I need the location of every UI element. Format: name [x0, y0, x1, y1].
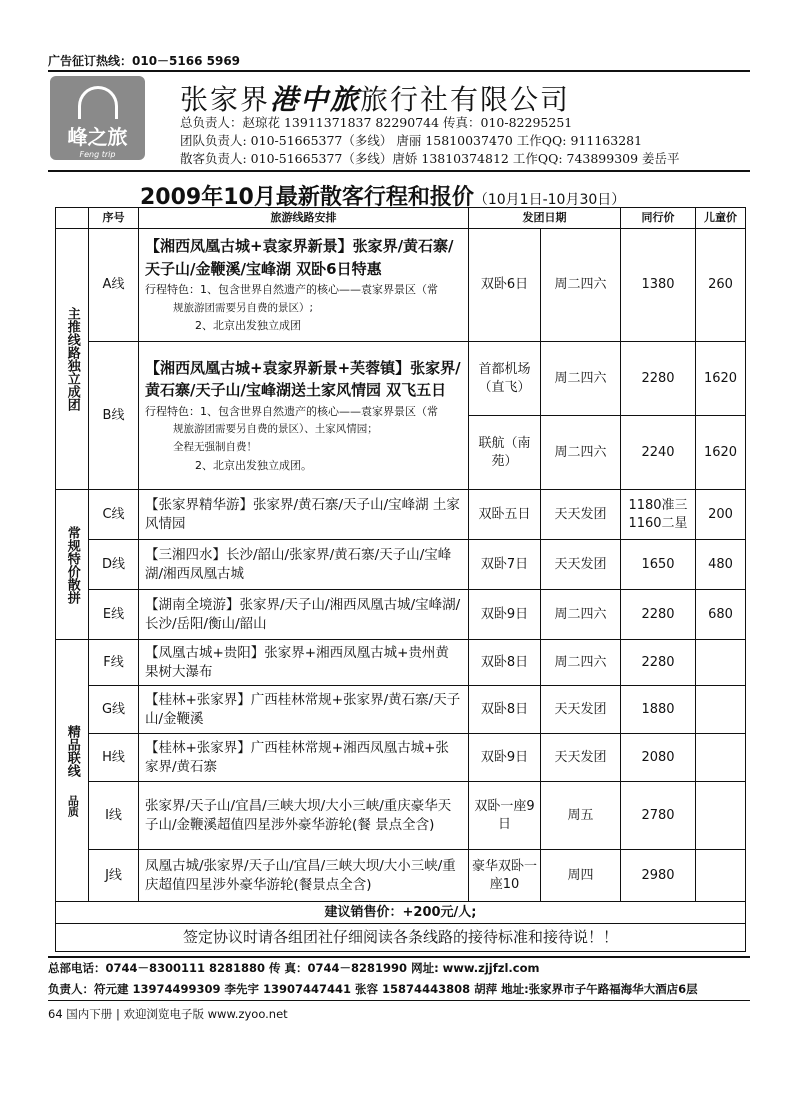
- departure-day: 周四: [541, 850, 621, 902]
- route-cell: 凤凰古城/张家界/天子山/宜昌/三峡大坝/大小三峡/重庆超值四星涉外豪华游轮(餐景点全含): [139, 850, 469, 902]
- table-row: [56, 490, 746, 540]
- tour-mode: 双卧9日: [469, 590, 541, 640]
- row-code: A线: [89, 229, 139, 342]
- peer-price: 2280: [621, 590, 696, 640]
- footer-rule-2: [48, 1000, 750, 1001]
- departure-day: 周五: [541, 782, 621, 850]
- child-price: 260: [696, 229, 746, 342]
- route-cell: 【湘西凤凰古城+袁家界新景】张家界/黄石寨/天子山/金鞭溪/宝峰湖 双卧6日特惠 行程特色：1、包含世界自然遗产的核心——袁家界景区（常 规旅游团需要另自费的景区）; 2、北京出发独立成团: [139, 229, 469, 342]
- child-price: 200: [696, 490, 746, 540]
- peer-price: 2980: [621, 850, 696, 902]
- child-price: 1620: [696, 342, 746, 416]
- route-cell: 【三湘四水】长沙/韶山/张家界/黄石寨/天子山/宝峰湖/湘西凤凰古城: [139, 540, 469, 590]
- logo-name: 峰之旅: [67, 125, 128, 149]
- col-route: 旅游线路安排: [139, 208, 469, 229]
- tour-mode: 双卧6日: [469, 229, 541, 342]
- contact-individual: 散客负责人: 010-51665377（多线）唐娇 13810374812 工作QQ: 743899309 姜岳平: [180, 151, 680, 166]
- contact-general: 总负责人：赵琼花 13911371837 82290744 传真：010-82295251: [180, 115, 573, 130]
- table-row: [56, 686, 746, 734]
- table-header: [56, 208, 746, 229]
- table-row: [56, 540, 746, 590]
- departure-day: 周二四六: [541, 590, 621, 640]
- tour-mode: 双卧9日: [469, 734, 541, 782]
- departure-day: 天天发团: [541, 490, 621, 540]
- footer-rule: [48, 956, 750, 958]
- col-price: 同行价: [621, 208, 696, 229]
- child-price: 680: [696, 590, 746, 640]
- child-price: [696, 734, 746, 782]
- route-cell: 【桂林+张家界】广西桂林常规+张家界/黄石寨/天子山/金鞭溪: [139, 686, 469, 734]
- row-code: H线: [89, 734, 139, 782]
- route-cell: 【张家界精华游】张家界/黄石寨/天子山/宝峰湖 土家风情园: [139, 490, 469, 540]
- peer-price: 1880: [621, 686, 696, 734]
- child-price: [696, 686, 746, 734]
- table-row: [56, 342, 746, 416]
- peer-price: 2280: [621, 342, 696, 416]
- peer-price: 1650: [621, 540, 696, 590]
- col-code: 序号: [89, 208, 139, 229]
- row-code: D线: [89, 540, 139, 590]
- page-footer: 64 国内下册 | 欢迎浏览电子版 www.zyoo.net: [48, 1007, 288, 1021]
- departure-day: 周二四六: [541, 416, 621, 490]
- table-row: [56, 640, 746, 686]
- route-cell: 【湖南全境游】张家界/天子山/湘西凤凰古城/宝峰湖/长沙/岳阳/衡山/韶山: [139, 590, 469, 640]
- table-row: [56, 850, 746, 902]
- peer-price: 1180准三 1160二星: [621, 490, 696, 540]
- table-row: [56, 782, 746, 850]
- table-row: [56, 590, 746, 640]
- child-price: 480: [696, 540, 746, 590]
- footer-phones: 总部电话：0744－8300111 8281880 传 真：0744－8281990 网址: www.zjjfzl.com: [48, 961, 540, 975]
- row-code: I线: [89, 782, 139, 850]
- child-price: [696, 850, 746, 902]
- row-code: J线: [89, 850, 139, 902]
- mountain-icon: [78, 86, 118, 119]
- peer-price: 2780: [621, 782, 696, 850]
- top-rule: [48, 70, 750, 72]
- row-code: G线: [89, 686, 139, 734]
- child-price: 1620: [696, 416, 746, 490]
- row-code: C线: [89, 490, 139, 540]
- tour-mode: 双卧一座9日: [469, 782, 541, 850]
- notice-row: [56, 924, 746, 952]
- child-price: [696, 782, 746, 850]
- category-premium: 精品联线 品质: [56, 640, 89, 902]
- category-main: 主推线路独立成团: [56, 229, 89, 490]
- route-cell: 【湘西凤凰古城+袁家界新景+芙蓉镇】张家界/黄石寨/天子山/宝峰湖送土家风情园 双飞五日 行程特色：1、包含世界自然遗产的核心——袁家界景区（常 规旅游团需要另自费的景区）、土家风情园； 全程无强制自费！ 2、北京出发独立成团。: [139, 342, 469, 490]
- peer-price: 2240: [621, 416, 696, 490]
- company-name: 张家界港中旅旅行社有限公司: [180, 83, 571, 116]
- tour-mode: 豪华双卧一座10: [469, 850, 541, 902]
- col-category: [56, 208, 89, 229]
- departure-day: 天天发团: [541, 686, 621, 734]
- tour-mode: 双卧8日: [469, 686, 541, 734]
- row-code: F线: [89, 640, 139, 686]
- route-cell: 张家界/天子山/宜昌/三峡大坝/大小三峡/重庆豪华天子山/金鞭溪超值四星涉外豪华游轮(餐 景点全含): [139, 782, 469, 850]
- departure-day: 天天发团: [541, 540, 621, 590]
- tour-mode: 双卧五日: [469, 490, 541, 540]
- tour-mode: 双卧8日: [469, 640, 541, 686]
- suggested-price: 建议销售价：+200元/人;: [56, 902, 746, 924]
- row-code: E线: [89, 590, 139, 640]
- departure-day: 周二四六: [541, 640, 621, 686]
- peer-price: 2080: [621, 734, 696, 782]
- contact-team: 团队负责人: 010-51665377（多线） 唐丽 15810037470 工作QQ: 911163281: [180, 133, 643, 148]
- route-cell: 【凤凰古城+贵阳】张家界+湘西凤凰古城+贵州黄果树大瀑布: [139, 640, 469, 686]
- table-row: [56, 734, 746, 782]
- category-regular: 常规特价散拼: [56, 490, 89, 640]
- ad-hotline: 广告征订热线：010－5166 5969: [48, 54, 241, 68]
- peer-price: 1380: [621, 229, 696, 342]
- tour-mode: 首都机场（直飞）: [469, 342, 541, 416]
- suggest-row: [56, 902, 746, 924]
- contract-notice: 签定协议时请各组团社仔细阅读各条线路的接待标准和接待说！！: [56, 924, 746, 952]
- col-child-price: 儿童价: [696, 208, 746, 229]
- child-price: [696, 640, 746, 686]
- row-code: B线: [89, 342, 139, 490]
- tour-mode: 联航（南苑）: [469, 416, 541, 490]
- footer-contacts: 负责人：符元建 13974499309 李先宇 13907447441 张容 15874443808 胡萍 地址:张家界市子午路福海华大酒店6层: [48, 982, 698, 996]
- header-rule: [48, 170, 750, 172]
- logo-subtitle: Feng trip: [79, 150, 116, 159]
- page-headline: 2009年10月最新散客行程和报价（10月1日-10月30日）: [140, 185, 626, 210]
- tour-mode: 双卧7日: [469, 540, 541, 590]
- logo: [50, 76, 145, 160]
- route-cell: 【桂林+张家界】广西桂林常规+湘西凤凰古城+张家界/黄石寨: [139, 734, 469, 782]
- col-departure: 发团日期: [469, 208, 621, 229]
- itinerary-table: [55, 207, 746, 952]
- departure-day: 周二四六: [541, 229, 621, 342]
- departure-day: 天天发团: [541, 734, 621, 782]
- table-row: [56, 229, 746, 342]
- departure-day: 周二四六: [541, 342, 621, 416]
- peer-price: 2280: [621, 640, 696, 686]
